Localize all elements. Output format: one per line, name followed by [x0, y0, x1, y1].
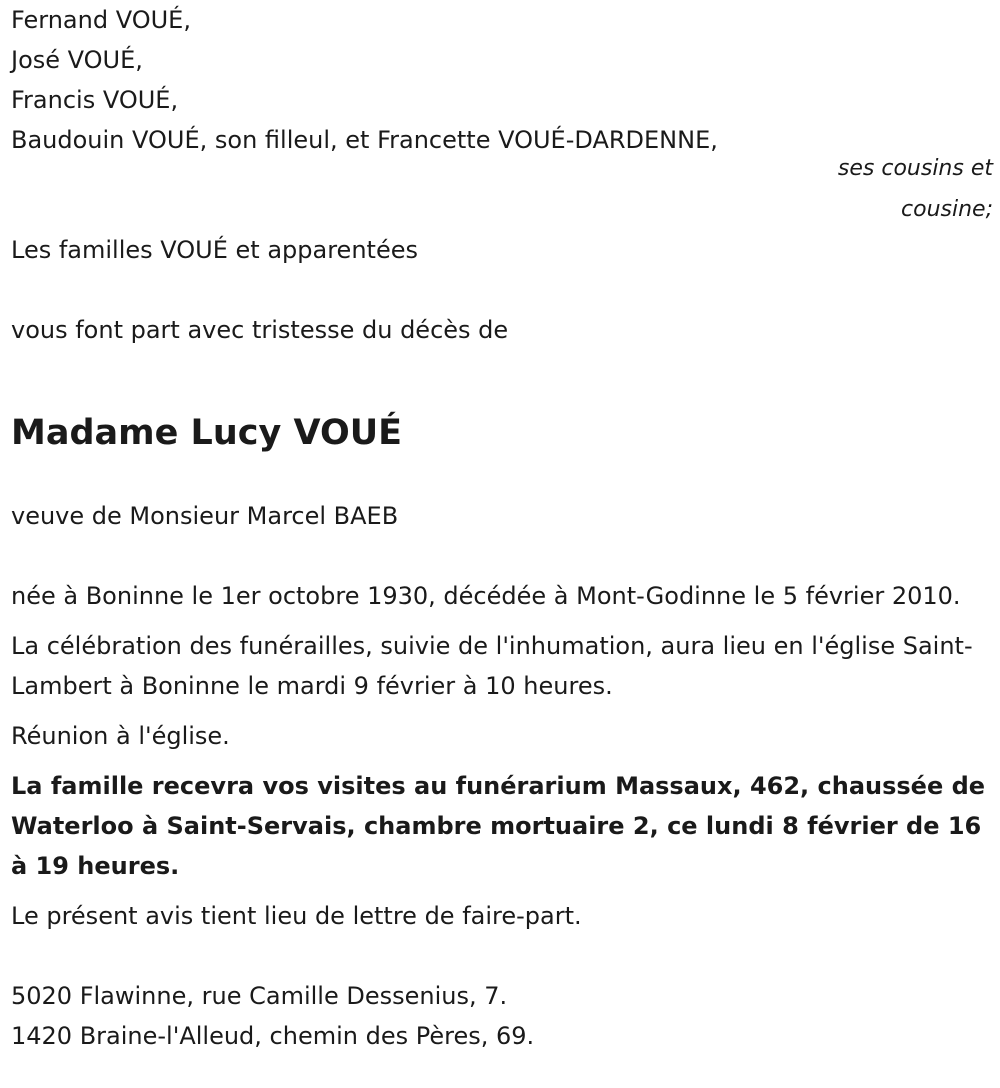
related-families: Les familles VOUÉ et apparentées [11, 236, 418, 264]
address-line: 1420 Braine-l'Alleud, chemin des Pères, 69. [11, 1022, 535, 1050]
deceased-name: Madame Lucy VOUÉ [11, 413, 403, 453]
obituary-notice [11, 0, 993, 1056]
family-names-list [11, 0, 993, 160]
birth-death-paragraph: née à Boninne le 1er octobre 1930, décédée à Mont-Godinne le 5 février 2010. [11, 582, 961, 610]
family-name: Baudouin VOUÉ, son filleul, et Francette VOUÉ-DARDENNE, [11, 126, 718, 154]
family-name: Fernand VOUÉ, [11, 6, 191, 34]
relation-line: cousine; [901, 197, 993, 222]
family-name: Francis VOUÉ, [11, 86, 179, 114]
relation-line: ses cousins et [837, 156, 993, 181]
family-relation [11, 148, 993, 230]
spouse-line: veuve de Monsieur Marcel BAEB [11, 502, 399, 530]
notice-paragraph: Le présent avis tient lieu de lettre de faire-part. [11, 902, 582, 930]
meeting-paragraph: Réunion à l'église. [11, 722, 230, 750]
visits-paragraph: La famille recevra vos visites au funérarium Massaux, 462, chaussée de Waterloo à Saint-Servais, chambre mortuaire 2, ce lundi 8 février de 16 à 19 heures. [11, 772, 986, 880]
address-line: 5020 Flawinne, rue Camille Dessenius, 7. [11, 982, 508, 1010]
announcement-intro: vous font part avec tristesse du décès de [11, 316, 509, 344]
ceremony-paragraph: La célébration des funérailles, suivie de l'inhumation, aura lieu en l'église Saint-Lambert à Boninne le mardi 9 février à 10 heures. [11, 632, 973, 700]
family-name: José VOUÉ, [11, 46, 143, 74]
addresses-list [11, 976, 993, 1056]
